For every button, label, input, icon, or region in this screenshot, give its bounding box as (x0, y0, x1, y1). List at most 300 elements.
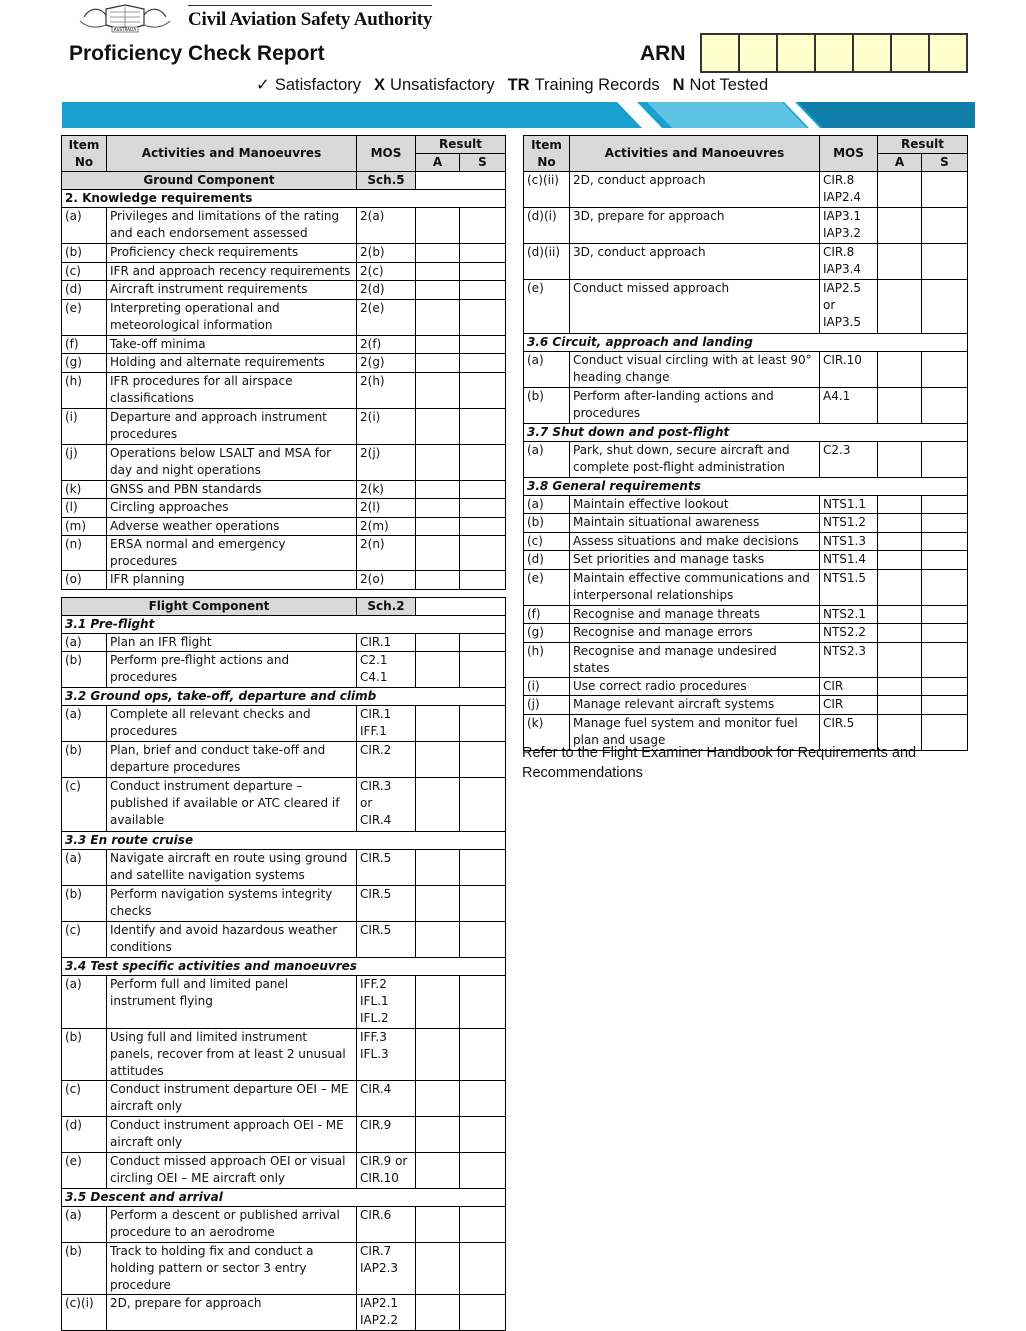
item-no: (k) (62, 480, 107, 499)
table-row (62, 244, 506, 263)
result-a-cell[interactable] (416, 354, 460, 373)
item-no: (k) (524, 714, 570, 750)
item-no: (l) (62, 499, 107, 518)
result-a-cell[interactable] (878, 677, 922, 696)
table-row (524, 696, 968, 715)
activity-text: Conduct instrument departure OEI – ME aircraft only (107, 1081, 357, 1117)
arn-label: ARN (640, 42, 686, 65)
result-a-cell[interactable] (416, 262, 460, 281)
organisation-name: Civil Aviation Safety Authority (188, 9, 433, 30)
section-header-row (62, 1189, 506, 1207)
component-header-row (62, 597, 506, 615)
mos-ref: A4.1 (820, 387, 878, 423)
table-row (62, 571, 506, 590)
result-s-cell[interactable] (922, 605, 968, 624)
table-row (62, 444, 506, 480)
mos-ref: C2.3 (820, 441, 878, 477)
result-s-cell[interactable] (460, 571, 506, 590)
mos-ref: CIR (820, 696, 878, 715)
arn-digit-box[interactable] (778, 35, 816, 71)
item-no: (a) (524, 495, 570, 514)
result-s-cell[interactable] (922, 172, 968, 208)
table-row (524, 208, 968, 244)
item-no: (f) (524, 605, 570, 624)
mos-ref: CIR.10 (820, 351, 878, 387)
activity-text: Set priorities and manage tasks (570, 551, 820, 570)
table-row (62, 372, 506, 408)
activity-text: Recognise and manage threats (570, 605, 820, 624)
table-row (524, 514, 968, 533)
activity-text: 3D, conduct approach (570, 244, 820, 280)
activity-text: Manage fuel system and monitor fuel plan and usage (570, 714, 820, 750)
result-a-cell[interactable] (416, 444, 460, 480)
result-s-cell[interactable] (922, 351, 968, 387)
item-no: (d) (524, 551, 570, 570)
result-a-cell[interactable] (416, 1243, 460, 1295)
activity-text: IFR and approach recency requirements (107, 262, 357, 281)
result-s-cell[interactable] (460, 354, 506, 373)
item-no: (c) (62, 1081, 107, 1117)
table-row (62, 208, 506, 244)
activity-text: Conduct instrument departure – published if available or ATC cleared if available (107, 778, 357, 832)
activity-text: Privileges and limitations of the rating and each endorsement assessed (107, 208, 357, 244)
mos-ref: 2(o) (357, 571, 416, 590)
component-title: Flight Component (62, 597, 357, 615)
result-s-cell[interactable] (460, 1295, 506, 1331)
result-s-cell[interactable] (922, 208, 968, 244)
left-checklist-table (61, 135, 506, 1331)
result-s-cell[interactable] (922, 441, 968, 477)
result-s-cell[interactable] (460, 597, 506, 615)
item-no: (e) (62, 1153, 107, 1189)
result-s-cell[interactable] (460, 778, 506, 832)
section-header-row (62, 831, 506, 849)
result-a-cell[interactable] (878, 514, 922, 533)
result-a-cell[interactable] (416, 849, 460, 885)
arn-digit-box[interactable] (702, 35, 740, 71)
activity-text: Track to holding fix and conduct a holding pattern or sector 3 entry procedure (107, 1243, 357, 1295)
result-a-cell[interactable] (878, 624, 922, 643)
result-a-cell[interactable] (878, 280, 922, 334)
result-a-header: A (878, 154, 922, 172)
mos-header: MOS (820, 136, 878, 172)
item-no: (a) (62, 975, 107, 1029)
result-s-cell[interactable] (460, 499, 506, 518)
activity-text: Use correct radio procedures (570, 677, 820, 696)
table-row (62, 975, 506, 1029)
result-s-cell[interactable] (460, 1081, 506, 1117)
legend-symbol: TR (507, 76, 530, 94)
activity-text: Conduct visual circling with at least 90° heading change (570, 351, 820, 387)
mos-ref: CIR.1 (357, 633, 416, 652)
activity-text: Conduct instrument approach OEI - ME aircraft only (107, 1117, 357, 1153)
result-s-header: S (922, 154, 968, 172)
result-a-cell[interactable] (878, 605, 922, 624)
table-row (62, 262, 506, 281)
item-no: (g) (62, 354, 107, 373)
result-s-cell[interactable] (922, 677, 968, 696)
result-a-cell[interactable] (878, 351, 922, 387)
result-a-cell[interactable] (416, 597, 460, 615)
activity-text: Adverse weather operations (107, 517, 357, 536)
table-row (62, 281, 506, 300)
activity-text: Circling approaches (107, 499, 357, 518)
result-s-cell[interactable] (460, 706, 506, 742)
section-title: 3.6 Circuit, approach and landing (524, 333, 968, 351)
result-a-cell[interactable] (416, 1117, 460, 1153)
legend-text: Unsatisfactory (390, 76, 495, 94)
section-title: 3.3 En route cruise (62, 831, 506, 849)
result-s-cell[interactable] (922, 642, 968, 677)
component-header-row (62, 172, 506, 190)
activity-text: Departure and approach instrument procedures (107, 408, 357, 444)
table-row (524, 244, 968, 280)
table-row (62, 354, 506, 373)
result-a-cell[interactable] (878, 696, 922, 715)
table-row (62, 742, 506, 778)
mos-ref: CIR.9 or CIR.10 (357, 1153, 416, 1189)
item-no: (b) (62, 742, 107, 778)
item-no: (a) (524, 441, 570, 477)
item-no: (a) (62, 849, 107, 885)
result-s-cell[interactable] (460, 849, 506, 885)
result-s-cell[interactable] (460, 262, 506, 281)
legend-text: Training Records (534, 76, 660, 94)
section-header-row (524, 333, 968, 351)
activity-text: Perform after-landing actions and procedures (570, 387, 820, 423)
mos-ref: C2.1 C4.1 (357, 652, 416, 688)
component-title: Ground Component (62, 172, 357, 190)
table-row (62, 921, 506, 957)
item-no: (c)(ii) (524, 172, 570, 208)
activity-text: Perform navigation systems integrity checks (107, 885, 357, 921)
result-s-cell[interactable] (460, 480, 506, 499)
table-row (524, 532, 968, 551)
table-row (62, 517, 506, 536)
table-row (62, 1029, 506, 1081)
table-row (62, 1117, 506, 1153)
item-no: (e) (524, 280, 570, 334)
item-no-header: Item No (62, 136, 107, 172)
table-row (524, 172, 968, 208)
result-s-cell[interactable] (922, 532, 968, 551)
result-a-cell[interactable] (878, 551, 922, 570)
result-s-cell[interactable] (922, 244, 968, 280)
mos-ref: 2(d) (357, 281, 416, 300)
table-row (62, 408, 506, 444)
table-row (524, 441, 968, 477)
item-no: (a) (62, 633, 107, 652)
mos-ref: IFF.3 IFL.3 (357, 1029, 416, 1081)
section-title: 3.8 General requirements (524, 477, 968, 495)
activity-text: Complete all relevant checks and procedures (107, 706, 357, 742)
arn-digit-box[interactable] (816, 35, 854, 71)
coat-of-arms-icon (76, 3, 174, 33)
activity-text: Perform a descent or published arrival procedure to an aerodrome (107, 1207, 357, 1243)
item-no: (a) (62, 706, 107, 742)
section-header-row (524, 423, 968, 441)
activity-text: 2D, conduct approach (570, 172, 820, 208)
activity-text: Operations below LSALT and MSA for day and night operations (107, 444, 357, 480)
mos-ref: NTS2.1 (820, 605, 878, 624)
activity-text: Park, shut down, secure aircraft and complete post-flight administration (570, 441, 820, 477)
mos-ref: IAP3.1 IAP3.2 (820, 208, 878, 244)
result-a-cell[interactable] (878, 642, 922, 677)
mos-ref: 2(h) (357, 372, 416, 408)
result-s-cell[interactable] (460, 1029, 506, 1081)
result-a-cell[interactable] (878, 387, 922, 423)
activities-header: Activities and Manoeuvres (107, 136, 357, 172)
result-legend (256, 75, 781, 95)
result-s-cell[interactable] (922, 387, 968, 423)
mos-ref: CIR.1 IFF.1 (357, 706, 416, 742)
arn-digit-box[interactable] (740, 35, 778, 71)
page-title: Proficiency Check Report (69, 42, 325, 65)
item-no: (b) (62, 885, 107, 921)
result-s-cell[interactable] (922, 514, 968, 533)
item-no: (d)(i) (524, 208, 570, 244)
section-header-row (62, 190, 506, 208)
arn-digit-box[interactable] (892, 35, 930, 71)
arn-digit-box[interactable] (930, 35, 966, 71)
result-s-cell[interactable] (460, 281, 506, 300)
activity-text: Plan an IFR flight (107, 633, 357, 652)
table-row (62, 335, 506, 354)
table-row (62, 1153, 506, 1189)
mos-ref: CIR.4 (357, 1081, 416, 1117)
activity-text: IFR procedures for all airspace classifications (107, 372, 357, 408)
section-title: 3.7 Shut down and post-flight (524, 423, 968, 441)
result-s-cell[interactable] (922, 280, 968, 334)
item-no: (b) (62, 244, 107, 263)
table-spacer (62, 589, 506, 597)
mos-header: MOS (357, 136, 416, 172)
activity-text: Manage relevant aircraft systems (570, 696, 820, 715)
result-a-cell[interactable] (416, 571, 460, 590)
result-a-cell[interactable] (416, 921, 460, 957)
result-s-cell[interactable] (922, 696, 968, 715)
mos-ref: NTS2.2 (820, 624, 878, 643)
item-no: (d) (62, 281, 107, 300)
result-s-cell[interactable] (460, 921, 506, 957)
table-row (524, 495, 968, 514)
result-header: Result (416, 136, 506, 154)
arn-digit-box[interactable] (854, 35, 892, 71)
result-a-header: A (416, 154, 460, 172)
table-row (62, 499, 506, 518)
result-s-cell[interactable] (460, 742, 506, 778)
result-s-cell[interactable] (460, 1153, 506, 1189)
mos-ref: IFF.2 IFL.1 IFL.2 (357, 975, 416, 1029)
table-row (62, 706, 506, 742)
mos-ref: 2(n) (357, 536, 416, 571)
table-row (62, 536, 506, 571)
activities-header: Activities and Manoeuvres (570, 136, 820, 172)
result-s-cell[interactable] (460, 536, 506, 571)
result-a-cell[interactable] (416, 885, 460, 921)
mos-ref: CIR.3 or CIR.4 (357, 778, 416, 832)
result-a-cell[interactable] (416, 480, 460, 499)
table-row (62, 885, 506, 921)
result-a-cell[interactable] (416, 652, 460, 688)
mos-ref: 2(m) (357, 517, 416, 536)
result-s-cell[interactable] (460, 208, 506, 244)
result-a-cell[interactable] (416, 1153, 460, 1189)
result-s-cell[interactable] (922, 551, 968, 570)
result-s-cell[interactable] (922, 495, 968, 514)
item-no: (i) (62, 408, 107, 444)
result-s-cell[interactable] (460, 408, 506, 444)
table-row (62, 1081, 506, 1117)
result-a-cell[interactable] (416, 208, 460, 244)
result-a-cell[interactable] (416, 335, 460, 354)
result-a-cell[interactable] (416, 408, 460, 444)
result-a-cell[interactable] (878, 208, 922, 244)
activity-text: Maintain situational awareness (570, 514, 820, 533)
result-s-cell[interactable] (460, 633, 506, 652)
result-s-cell[interactable] (460, 975, 506, 1029)
arn-input-group[interactable] (700, 33, 968, 73)
result-s-cell[interactable] (460, 652, 506, 688)
mos-ref: IAP2.5 or IAP3.5 (820, 280, 878, 334)
activity-text: Maintain effective communications and interpersonal relationships (570, 569, 820, 605)
right-checklist-table (523, 135, 968, 751)
table-row (62, 778, 506, 832)
section-title: 2. Knowledge requirements (62, 190, 506, 208)
result-a-cell[interactable] (878, 441, 922, 477)
item-no: (a) (524, 351, 570, 387)
table-row (524, 605, 968, 624)
result-a-cell[interactable] (878, 532, 922, 551)
result-header: Result (878, 136, 968, 154)
result-a-cell[interactable] (416, 1295, 460, 1331)
item-no: (i) (524, 677, 570, 696)
item-no: (a) (62, 208, 107, 244)
result-a-cell[interactable] (416, 778, 460, 832)
header-rule (188, 5, 432, 6)
activity-text: Perform full and limited panel instrument flying (107, 975, 357, 1029)
section-title: 3.2 Ground ops, take-off, departure and climb (62, 688, 506, 706)
crest-label: AUSTRALIA (113, 27, 137, 33)
result-s-cell[interactable] (922, 624, 968, 643)
mos-ref: 2(c) (357, 262, 416, 281)
result-s-cell[interactable] (460, 444, 506, 480)
item-no: (c) (62, 921, 107, 957)
mos-ref: NTS1.3 (820, 532, 878, 551)
result-s-cell[interactable] (460, 172, 506, 190)
result-a-cell[interactable] (416, 975, 460, 1029)
result-a-cell[interactable] (416, 281, 460, 300)
table-row (524, 280, 968, 334)
legend-symbol: ✓ (256, 76, 270, 94)
mos-ref: CIR.8 IAP2.4 (820, 172, 878, 208)
result-s-cell[interactable] (460, 299, 506, 335)
activity-text: 3D, prepare for approach (570, 208, 820, 244)
section-header-row (524, 477, 968, 495)
mos-ref: NTS2.3 (820, 642, 878, 677)
mos-ref: 2(k) (357, 480, 416, 499)
result-s-cell[interactable] (460, 372, 506, 408)
result-s-cell[interactable] (460, 1117, 506, 1153)
result-a-cell[interactable] (416, 372, 460, 408)
activity-text: Assess situations and make decisions (570, 532, 820, 551)
result-a-cell[interactable] (878, 244, 922, 280)
result-a-cell[interactable] (416, 244, 460, 263)
form-header (0, 0, 1026, 130)
mos-ref: 2(f) (357, 335, 416, 354)
result-s-cell[interactable] (460, 335, 506, 354)
result-a-cell[interactable] (416, 517, 460, 536)
activity-text: Proficiency check requirements (107, 244, 357, 263)
result-s-cell[interactable] (922, 569, 968, 605)
mos-ref: IAP2.1 IAP2.2 (357, 1295, 416, 1331)
result-a-cell[interactable] (416, 299, 460, 335)
item-no: (e) (524, 569, 570, 605)
table-row (524, 551, 968, 570)
result-a-cell[interactable] (416, 1029, 460, 1081)
activity-text: Take-off minima (107, 335, 357, 354)
result-a-cell[interactable] (416, 1207, 460, 1243)
item-no-header: Item No (524, 136, 570, 172)
result-a-cell[interactable] (416, 706, 460, 742)
activity-text: Maintain effective lookout (570, 495, 820, 514)
item-no: (m) (62, 517, 107, 536)
activity-text: Using full and limited instrument panels, recover from at least 2 unusual attitudes (107, 1029, 357, 1081)
mos-ref: NTS1.5 (820, 569, 878, 605)
item-no: (b) (62, 1029, 107, 1081)
result-a-cell[interactable] (878, 495, 922, 514)
legend-symbol: N (672, 76, 685, 94)
activity-text: GNSS and PBN standards (107, 480, 357, 499)
result-a-cell[interactable] (878, 569, 922, 605)
table-row (62, 1243, 506, 1295)
result-s-cell[interactable] (460, 885, 506, 921)
result-a-cell[interactable] (416, 172, 460, 190)
result-s-cell[interactable] (460, 1243, 506, 1295)
activity-text: Conduct missed approach (570, 280, 820, 334)
activity-text: Interpreting operational and meteorological information (107, 299, 357, 335)
item-no: (b) (524, 514, 570, 533)
activity-text: Conduct missed approach OEI or visual circling OEI – ME aircraft only (107, 1153, 357, 1189)
table-row (524, 677, 968, 696)
mos-ref: CIR (820, 677, 878, 696)
result-a-cell[interactable] (878, 172, 922, 208)
result-a-cell[interactable] (416, 499, 460, 518)
result-s-header: S (460, 154, 506, 172)
result-a-cell[interactable] (416, 633, 460, 652)
mos-ref: 2(g) (357, 354, 416, 373)
result-s-cell[interactable] (460, 1207, 506, 1243)
item-no: (b) (62, 652, 107, 688)
item-no: (c) (62, 262, 107, 281)
section-title: 3.1 Pre-flight (62, 615, 506, 633)
result-a-cell[interactable] (416, 536, 460, 571)
item-no: (d)(ii) (524, 244, 570, 280)
table-row (62, 652, 506, 688)
result-s-cell[interactable] (460, 517, 506, 536)
result-a-cell[interactable] (416, 1081, 460, 1117)
table-row (62, 1207, 506, 1243)
result-a-cell[interactable] (416, 742, 460, 778)
legend-text: Satisfactory (274, 76, 362, 94)
section-header-row (62, 688, 506, 706)
result-s-cell[interactable] (460, 244, 506, 263)
legend-symbol: X (374, 76, 386, 94)
section-header-row (62, 615, 506, 633)
mos-ref: 2(a) (357, 208, 416, 244)
mos-ref: 2(l) (357, 499, 416, 518)
mos-ref: CIR.8 IAP3.4 (820, 244, 878, 280)
